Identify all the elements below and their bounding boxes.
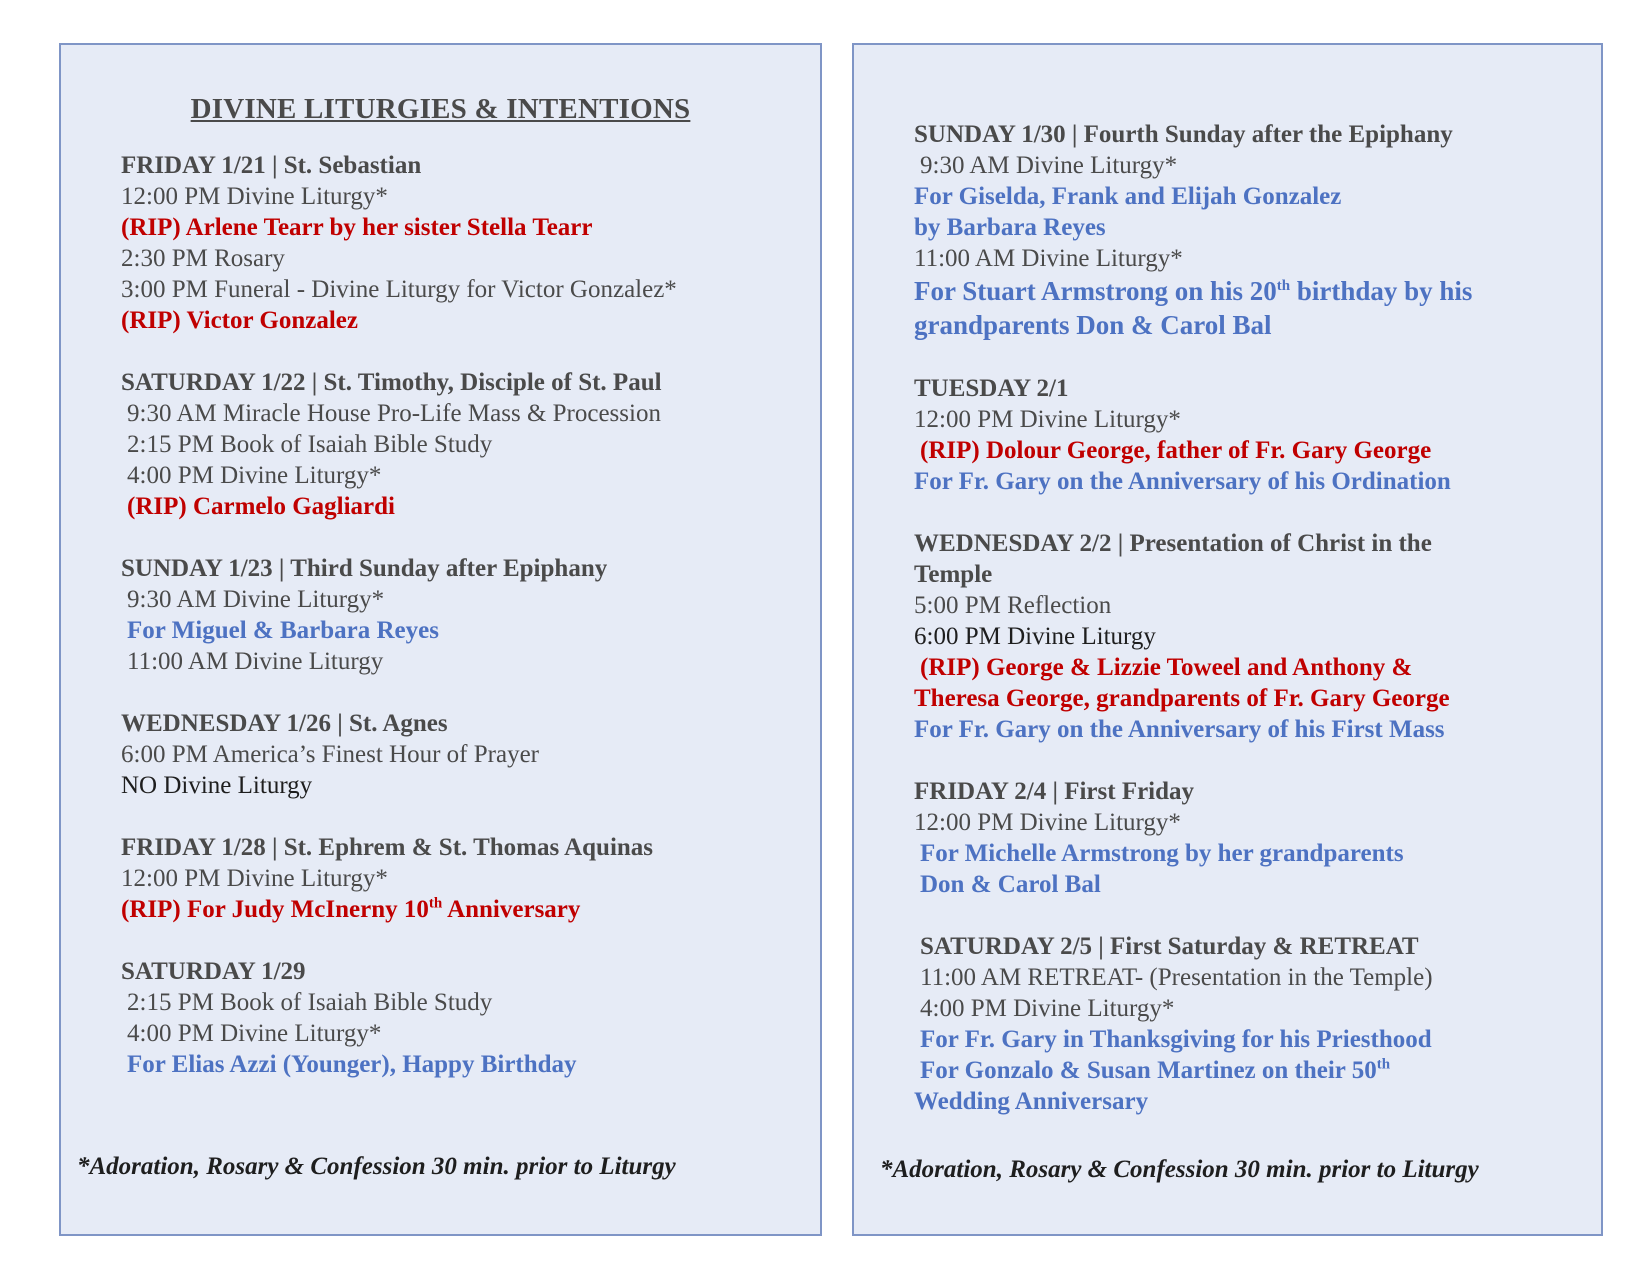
schedule-day-wed-2-2 bbox=[914, 528, 1571, 745]
page-title: DIVINE LITURGIES & INTENTIONS bbox=[190, 93, 691, 125]
intention bbox=[914, 274, 1571, 308]
ordinal-suffix: th bbox=[1376, 1056, 1391, 1073]
footnote: *Adoration, Rosary & Confession 30 min. prior to Liturgy bbox=[880, 1156, 1479, 1183]
service-time: 12:00 PM Divine Liturgy* bbox=[121, 865, 388, 892]
right-panel bbox=[852, 43, 1603, 1236]
schedule-day-tue-2-1 bbox=[914, 373, 1571, 497]
service-time: 4:00 PM Divine Liturgy* bbox=[127, 1020, 382, 1047]
day-heading: FRIDAY 1/28 | St. Ephrem & St. Thomas Aquinas bbox=[121, 834, 654, 861]
intention-rip: (RIP) Carmelo Gagliardi bbox=[127, 493, 396, 520]
service-time: 2:15 PM Book of Isaiah Bible Study bbox=[127, 431, 493, 458]
intention-rip: (RIP) Arlene Tearr by her sister Stella Tearr bbox=[121, 214, 593, 241]
day-heading: Temple bbox=[914, 561, 993, 588]
schedule-day-sun-1-23 bbox=[121, 553, 790, 677]
intention: Wedding Anniversary bbox=[914, 1088, 1149, 1115]
schedule-day-sun-1-30 bbox=[914, 119, 1571, 342]
service-time: 11:00 AM Divine Liturgy bbox=[127, 648, 384, 675]
intention-text: For Gonzalo & Susan Martinez on their 50 bbox=[920, 1057, 1377, 1084]
service-time: 9:30 AM Divine Liturgy* bbox=[127, 586, 385, 613]
intention-rip: (RIP) Dolour George, father of Fr. Gary George bbox=[920, 437, 1432, 464]
intention-text: For Stuart Armstrong on his 20 bbox=[914, 276, 1277, 306]
service-time: 4:00 PM Divine Liturgy* bbox=[127, 462, 382, 489]
intention-text: Anniversary bbox=[442, 896, 581, 923]
intention-rip bbox=[121, 894, 790, 925]
schedule-day-fri-1-28 bbox=[121, 832, 790, 925]
service-time: 2:30 PM Rosary bbox=[121, 245, 285, 272]
service-note: NO Divine Liturgy bbox=[121, 772, 313, 799]
day-heading: FRIDAY 1/21 | St. Sebastian bbox=[121, 152, 422, 179]
intention: For Miguel & Barbara Reyes bbox=[127, 617, 439, 644]
intention: For Elias Azzi (Younger), Happy Birthday bbox=[127, 1051, 577, 1078]
day-heading: WEDNESDAY 1/26 | St. Agnes bbox=[121, 710, 448, 737]
ordinal-suffix: th bbox=[1276, 278, 1291, 294]
intention: For Fr. Gary on the Anniversary of his Ordination bbox=[914, 468, 1451, 495]
intention: For Giselda, Frank and Elijah Gonzalez bbox=[914, 183, 1342, 210]
intention-text: (RIP) For Judy McInerny 10 bbox=[121, 896, 429, 923]
service-time: 4:00 PM Divine Liturgy* bbox=[920, 995, 1175, 1022]
day-heading: WEDNESDAY 2/2 | Presentation of Christ in the bbox=[914, 530, 1432, 557]
service-time: 6:00 PM America’s Finest Hour of Prayer bbox=[121, 741, 540, 768]
intention: by Barbara Reyes bbox=[914, 214, 1106, 241]
intention: Don & Carol Bal bbox=[920, 871, 1101, 898]
intention: For Michelle Armstrong by her grandparents bbox=[920, 840, 1404, 867]
service-time: 9:30 AM Miracle House Pro-Life Mass & Procession bbox=[127, 400, 661, 427]
footnote: *Adoration, Rosary & Confession 30 min. prior to Liturgy bbox=[77, 1153, 676, 1180]
day-heading: SATURDAY 2/5 | First Saturday & RETREAT bbox=[920, 933, 1419, 960]
intention: For Fr. Gary on the Anniversary of his First Mass bbox=[914, 716, 1445, 743]
day-heading: TUESDAY 2/1 bbox=[914, 375, 1069, 402]
ordinal-suffix: th bbox=[428, 895, 443, 912]
schedule-day-sat-1-29 bbox=[121, 956, 790, 1080]
left-panel bbox=[59, 43, 822, 1236]
intention-rip: (RIP) Victor Gonzalez bbox=[121, 307, 358, 334]
service-time: 6:00 PM Divine Liturgy bbox=[914, 623, 1156, 650]
service-time: 2:15 PM Book of Isaiah Bible Study bbox=[127, 989, 493, 1016]
schedule-day-wed-1-26 bbox=[121, 708, 790, 801]
schedule-day-sat-1-22 bbox=[121, 367, 790, 522]
service-time: 5:00 PM Reflection bbox=[914, 592, 1112, 619]
intention-rip: (RIP) George & Lizzie Toweel and Anthony & bbox=[920, 654, 1413, 681]
service-time: 12:00 PM Divine Liturgy* bbox=[914, 406, 1181, 433]
service-time: 12:00 PM Divine Liturgy* bbox=[121, 183, 388, 210]
day-heading: SATURDAY 1/29 bbox=[121, 958, 306, 985]
intention: For Fr. Gary in Thanksgiving for his Priesthood bbox=[920, 1026, 1432, 1053]
schedule-day-fri-2-4 bbox=[914, 776, 1571, 900]
day-heading: SATURDAY 1/22 | St. Timothy, Disciple of St. Paul bbox=[121, 369, 662, 396]
service-time: 11:00 AM RETREAT- (Presentation in the Temple) bbox=[920, 964, 1433, 991]
intention: grandparents Don & Carol Bal bbox=[914, 310, 1272, 340]
schedule-day-fri-1-21 bbox=[121, 150, 790, 336]
service-time: 3:00 PM Funeral - Divine Liturgy for Victor Gonzalez* bbox=[121, 276, 677, 303]
day-heading: FRIDAY 2/4 | First Friday bbox=[914, 778, 1195, 805]
intention bbox=[914, 1055, 1571, 1086]
schedule-day-sat-2-5 bbox=[914, 931, 1571, 1117]
service-time: 11:00 AM Divine Liturgy* bbox=[914, 245, 1183, 272]
day-heading: SUNDAY 1/23 | Third Sunday after Epiphany bbox=[121, 555, 608, 582]
service-time: 9:30 AM Divine Liturgy* bbox=[920, 152, 1178, 179]
intention-rip: Theresa George, grandparents of Fr. Gary George bbox=[914, 685, 1450, 712]
service-time: 12:00 PM Divine Liturgy* bbox=[914, 809, 1181, 836]
intention-text: birthday by his bbox=[1290, 276, 1473, 306]
day-heading: SUNDAY 1/30 | Fourth Sunday after the Epiphany bbox=[914, 121, 1453, 148]
